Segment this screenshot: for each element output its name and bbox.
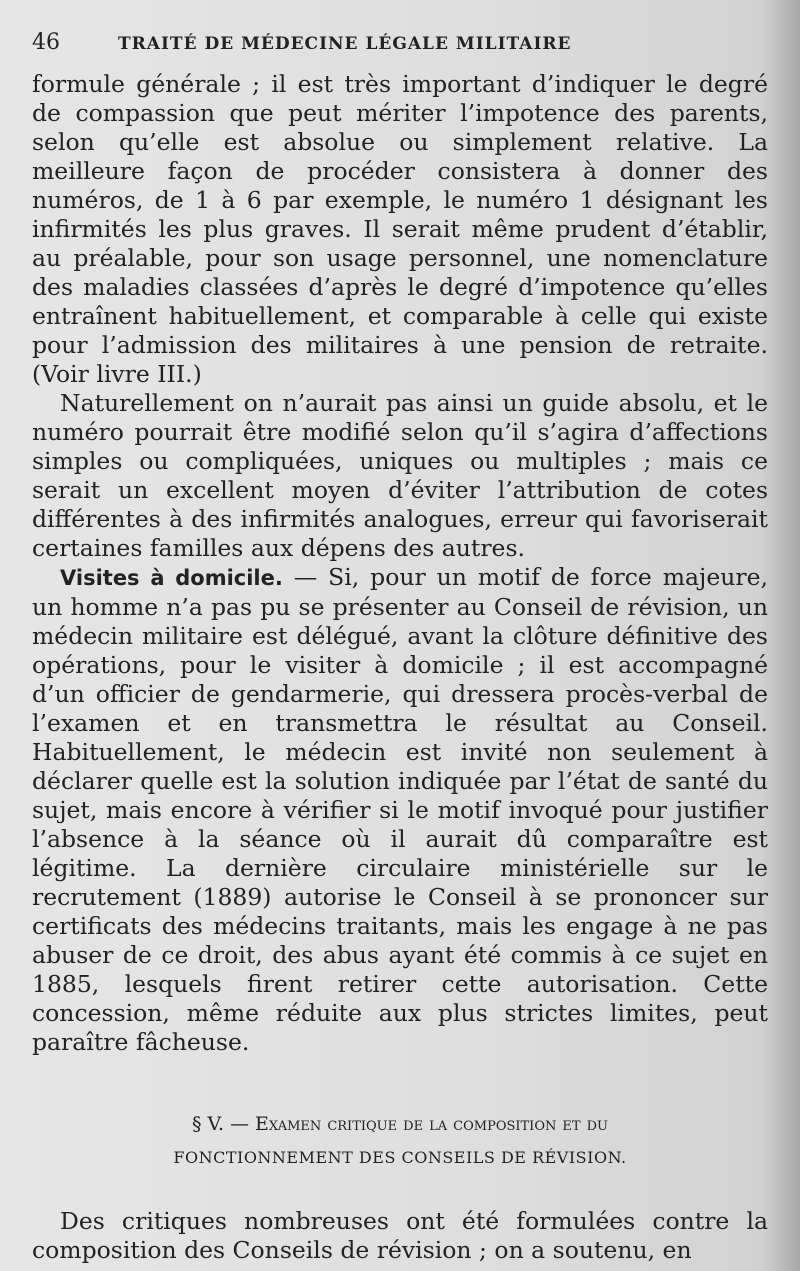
paragraph-3-body: — Si, pour un motif de force majeure, un homme n’a pas pu se présenter au Conseil de révision, un médecin militaire est délégué, avant la clôture définitive des opérations, pour le visiter à domicile ; il est accompagné d’un officier de gendarmerie, qui dressera procès-verbal de l’examen et en transmettra le résultat au Conseil. Habituellement, le médecin est invité non seulement à déclarer quelle est la solution indiquée par l’état de santé du sujet, mais encore à vérifier si le motif invoqué pour justifier l’absence à la séance où il aurait dû comparaître est légitime. La dernière circulaire ministérielle sur le recrutement (1889) autorise le Conseil à se prononcer sur certificats des médecins traitants, mais les engage à ne pas abuser de ce droit, des abus ayant été commis à ce sujet en 1885, lesquels firent retirer cette autorisation. Cette concession, même réduite aux plus strictes limites, peut paraître fâcheuse.: [32, 563, 768, 1056]
running-head: TRAITÉ DE MÉDECINE LÉGALE MILITAIRE: [118, 34, 572, 54]
section-heading-line-1: § V. — Examen critique de la composition et du: [192, 1113, 608, 1135]
section-heading: [32, 1107, 768, 1175]
paragraph-3-lead: Visites à domicile.: [60, 566, 283, 590]
closing-text: [32, 1207, 768, 1265]
paragraph-2: Naturellement on n’aurait pas ainsi un guide absolu, et le numéro pourrait être modifié selon qu’il s’agira d’affections simples ou compliquées, uniques ou multiples ; mais ce serait un excellent moyen d’éviter l’attribution de cotes différentes à des infirmités analogues, erreur qui favoriserait certaines familles aux dépens des autres.: [32, 389, 768, 562]
section-heading-line-2: FONCTIONNEMENT DES CONSEILS DE RÉVISION.: [173, 1148, 627, 1167]
paragraph-3: [32, 563, 768, 1057]
paragraph-1: formule générale ; il est très important d’indiquer le degré de compassion que peut mériter l’impotence des parents, selon qu’elle est absolue ou simplement relative. La meilleure façon de procéder consistera à donner des numéros, de 1 à 6 par exemple, le numéro 1 désignant les infirmités les plus graves. Il serait même prudent d’établir, au préalable, pour son usage personnel, une nomenclature des maladies classées d’après le degré d’impotence qu’elles entraînent habituellement, et comparable à celle qui existe pour l’admission des militaires à une pension de retraite. (Voir livre III.): [32, 70, 768, 388]
paragraph-4: Des critiques nombreuses ont été formulées contre la composition des Conseils de révision ; on a soutenu, en: [32, 1207, 768, 1264]
page-header: [32, 30, 768, 70]
page-number: 46: [32, 30, 60, 55]
main-text: [32, 70, 768, 1057]
